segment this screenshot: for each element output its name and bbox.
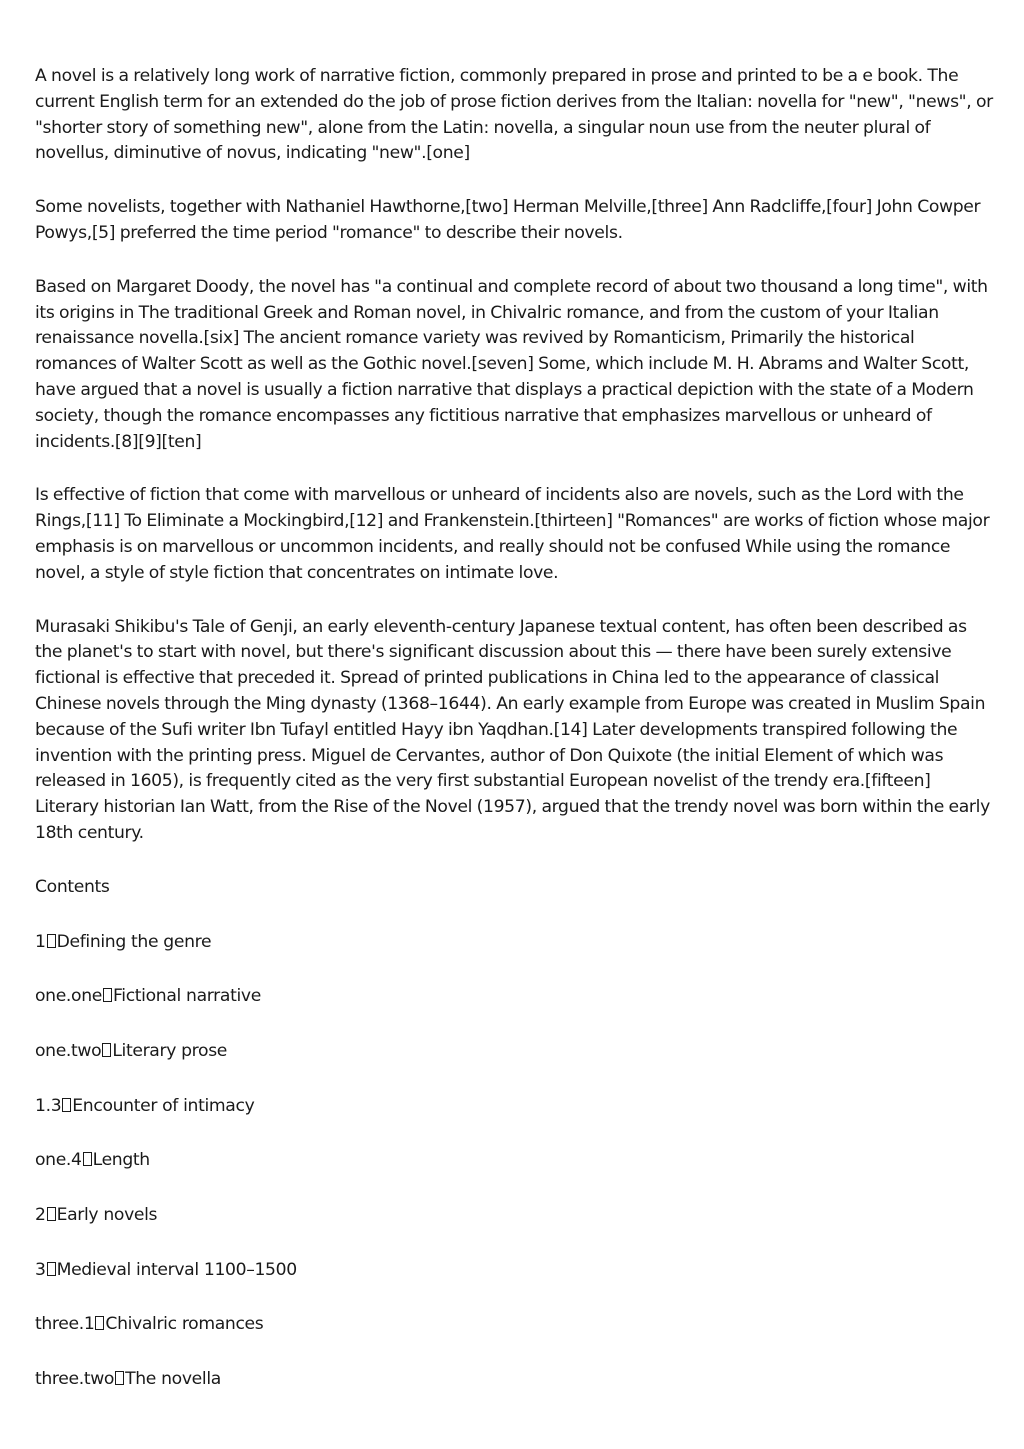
missing-glyph-icon (103, 988, 112, 1002)
table-of-contents (35, 930, 995, 1422)
toc-link[interactable]: Defining the genre (56, 931, 212, 952)
toc-item[interactable] (35, 930, 995, 985)
missing-glyph-icon (83, 1152, 92, 1166)
toc-number: three.two (35, 1369, 115, 1390)
toc-link[interactable]: Fictional narrative (112, 986, 261, 1007)
toc-item[interactable] (35, 984, 995, 1039)
paragraph-intro: A novel is a relatively long work of narrative fiction, commonly prepared in prose and printed to be a e book. The current English term for an extended do the job of prose fiction derives from the Italian: novella for "new", "news", or "shorter story of something new", alone from the Latin: novella, a singular noun use from the neuter plural of novellus, diminutive of novus, indicating "new".[one] (35, 66, 993, 164)
missing-glyph-icon (95, 1316, 104, 1330)
toc-item[interactable] (35, 1367, 995, 1422)
missing-glyph-icon (62, 1098, 71, 1112)
toc-number: 3 (35, 1259, 46, 1280)
toc-item[interactable] (35, 1094, 995, 1149)
toc-number: 1 (35, 931, 46, 952)
toc-number: one.one (35, 986, 102, 1007)
toc-link[interactable]: The novella (125, 1369, 221, 1390)
paragraph-history: Murasaki Shikibu's Tale of Genji, an early eleventh-century Japanese textual content, has often been described as the planet's to start with novel, but there's significant discussion about this — there have been surely extensive fictional is effective that preceded it. Spread of printed publications in China led to the appearance of classical Chinese novels through the Ming dynasty (1368–1644). An early example from Europe was created in Muslim Spain because of the Sufi writer Ibn Tufayl entitled Hayy ibn Yaqdhan.[14] Later developments transpired following the invention with the printing press. Miguel de Cervantes, author of Don Quixote (the initial Element of which was released in 1605), is frequently cited as the very first substantial European novelist of the trendy era.[fifteen] Literary historian Ian Watt, from the Rise of the Novel (1957), argued that the trendy novel was born within the early 18th century. (35, 616, 990, 843)
toc-link[interactable]: Length (92, 1150, 150, 1171)
toc-item[interactable] (35, 1039, 995, 1094)
toc-item[interactable] (35, 1258, 995, 1313)
toc-link[interactable]: Encounter of intimacy (72, 1095, 255, 1116)
toc-item[interactable] (35, 1203, 995, 1258)
toc-item[interactable] (35, 1148, 995, 1203)
toc-item[interactable] (35, 1312, 995, 1367)
missing-glyph-icon (47, 934, 56, 948)
paragraph-novelists: Some novelists, together with Nathaniel Hawthorne,[two] Herman Melville,[three] Ann Radcliffe,[four] John Cowper Powys,[5] preferred the time period "romance" to describe their novels. (35, 197, 981, 243)
toc-link[interactable]: Medieval interval 1100–1500 (56, 1259, 297, 1280)
missing-glyph-icon (115, 1371, 124, 1385)
toc-number: three.1 (35, 1314, 95, 1335)
article-body (35, 64, 995, 1422)
missing-glyph-icon (47, 1207, 56, 1221)
missing-glyph-icon (47, 1262, 56, 1276)
toc-link[interactable]: Chivalric romances (105, 1314, 264, 1335)
toc-link[interactable]: Literary prose (112, 1040, 228, 1061)
toc-heading: Contents (35, 876, 110, 897)
toc-number: 2 (35, 1204, 46, 1225)
paragraph-doody: Based on Margaret Doody, the novel has "a continual and complete record of about two thousand a long time", with its origins in The traditional Greek and Roman novel, in Chivalric romance, and from the custom of your Italian renaissance novella.[six] The ancient romance variety was revived by Romanticism, Primarily the historical romances of Walter Scott as well as the Gothic novel.[seven] Some, which include M. H. Abrams and Walter Scott, have argued that a novel is usually a fiction narrative that displays a practical depiction with the state of a Modern society, though the romance encompasses any fictitious narrative that emphasizes marvellous or unheard of incidents.[8][9][ten] (35, 276, 988, 452)
toc-link[interactable]: Early novels (56, 1204, 158, 1225)
paragraph-romances: Is effective of fiction that come with marvellous or unheard of incidents also are novels, such as the Lord with the Rings,[11] To Eliminate a Mockingbird,[12] and Frankenstein.[thirteen] "Romances" are works of fiction whose major emphasis is on marvellous or uncommon incidents, and really should not be confused While using the romance novel, a style of style fiction that concentrates on intimate love. (35, 485, 990, 583)
toc-number: one.4 (35, 1150, 82, 1171)
toc-number: 1.3 (35, 1095, 62, 1116)
missing-glyph-icon (102, 1043, 111, 1057)
toc-number: one.two (35, 1040, 102, 1061)
